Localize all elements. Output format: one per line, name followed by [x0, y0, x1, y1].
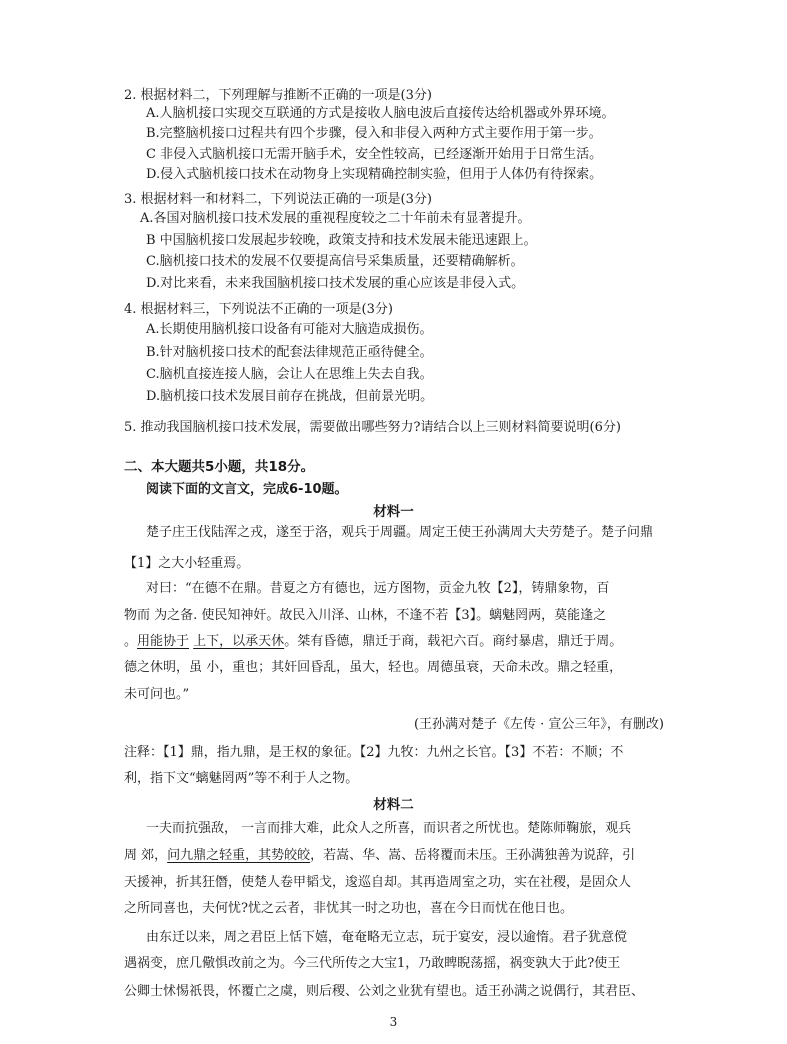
q2-option-d: D.侵入式脑机接口技术在动物身上实现精确控制实验，但用于人体仍有待探索。 [146, 167, 603, 182]
section-title: 二、本大题共5小题，共18分。 [124, 459, 315, 475]
q3-stem: 3. 根据材料一和材料二，下列说法正确的一项是(3分) [124, 192, 432, 207]
material-2-line: 之所同喜也，夫何忧?忧之云者，非忧其一时之功也，喜在今日而忧在他日也。 [124, 901, 573, 916]
q2-option-b: B.完整脑机接口过程共有四个步骤，侵入和非侵入两种方式主要作用于第一步。 [146, 126, 602, 141]
material-2-line: 遇祸变，庶几儆惧改前之为。今三代所传之大宝1，乃敢睥睨荡摇，祸变孰大于此?使王 [124, 956, 621, 971]
underlined-phrase: 问九鼎之轻重，其势皎皎 [167, 848, 311, 863]
q4-option-a: A.长期使用脑机接口设备有可能对大脑造成损伤。 [146, 322, 433, 337]
material-1-line: 【1】之大小轻重焉。 [124, 556, 250, 571]
material-2-title: 材料二 [373, 797, 414, 813]
material-2-line: 一夫而抗强敌， 一言而排大难，此众人之所喜，而识者之所忧也。楚陈师鞠旅，观兵 [146, 821, 632, 836]
material-1-line: 物而 为之备. 使民知神奸。故民入川泽、山林，不逢不若【3】。螭魅罔两，莫能逢之 [124, 608, 607, 623]
material-2-line: 由东迁以来，周之君臣上恬下嬉，奄奄略无立志，玩于宴安，浸以逾惰。君子犹意傥 [146, 930, 628, 945]
q2-option-c: C 非侵入式脑机接口无需开脑手术，安全性较高，已经逐渐开始用于日常生活。 [146, 147, 603, 162]
material-1-source: (王孙满对楚子《左传 · 宣公三年》，有删改) [413, 717, 664, 732]
q3-option-a: A.各国对脑机接口技术发展的重视程度较之二十年前未有显著提升。 [140, 211, 531, 226]
q2-option-a: A.人脑机接口实现交互联通的方式是接收人脑电波后直接传达给机器或外界环境。 [146, 106, 615, 121]
q4-option-b: B.针对脑机接口技术的配套法律规范正亟待健全。 [146, 345, 433, 360]
q3-option-c: C.脑机接口技术的发展不仅要提高信号采集质量，还要精确解析。 [146, 254, 524, 269]
q3-option-d: D.对比来看，未来我国脑机接口技术发展的重心应该是非侵入式。 [146, 276, 525, 291]
material-2-line [124, 847, 635, 865]
material-2-line: 天援神，折其狂僭，使楚人卷甲韬戈，逡巡自却。其再造周室之功，实在社稷，是固众人 [124, 875, 632, 890]
text-fragment: ，若嵩、华、嵩、岳将覆而未压。王孙满独善为说辞，引 [310, 848, 636, 863]
material-1-line: 未可问也。” [124, 687, 190, 702]
q3-option-b: B 中国脑机接口发展起步较晚，政策支持和技术发展未能迅速跟上。 [146, 233, 537, 248]
material-1-line [124, 633, 622, 651]
section-instruction: 阅读下面的文言文，完成6-10题。 [146, 482, 348, 497]
material-1-line: 德之休明，虽 小，重也；其奸回昏乱，虽大，轻也。周德虽衰，天命未改。鼎之轻重， [124, 660, 623, 675]
q5-stem: 5. 推动我国脑机接口技术发展，需要做出哪些努力?请结合以上三则材料简要说明(6分) [124, 420, 621, 435]
q4-option-c: C.脑机直接连接人脑，会让人在思维上失去自我。 [146, 367, 433, 382]
page-number: 3 [389, 1015, 398, 1029]
text-fragment: 。桀有昏德，鼎迁于商，载祀六百。商纣暴虐，鼎迁于周。 [284, 634, 623, 649]
material-1-note: 利，指下文“螭魅罔两”等不利于人之物。 [124, 771, 359, 786]
material-1-note: 注释：【1】鼎，指九鼎，是王权的象征。【2】九牧：九州之长官。【3】不若：不顺；不 [124, 745, 624, 760]
material-1-line: 对曰：“在德不在鼎。昔夏之方有德也，远方图物，贡金九牧【2】，铸鼎象物，百 [146, 581, 610, 596]
q4-stem: 4. 根据材料三，下列说法不正确的一项是(3分) [124, 302, 393, 317]
material-1-line: 楚子庄王伐陆浑之戎，遂至于洛，观兵于周疆。周定王使王孙满周大夫劳楚子。楚子问鼎 [146, 525, 654, 540]
text-fragment: 周 郊， [124, 848, 168, 863]
q2-stem: 2. 根据材料二，下列理解与推断不正确的一项是(3分) [124, 88, 432, 103]
material-1-title: 材料一 [373, 504, 414, 520]
q4-option-d: D.脑机接口技术发展目前存在挑战，但前景光明。 [146, 389, 434, 404]
text-fragment: 。 [124, 634, 138, 649]
underlined-phrase: 上下，以承天休 [193, 634, 285, 649]
material-2-line: 公卿士怵惕祇畏，怀覆亡之虞，则后稷、公刘之业犹有望也。适王孙满之说偶行，其君臣、 [124, 984, 645, 999]
underlined-phrase: 用能协于 [137, 634, 190, 649]
